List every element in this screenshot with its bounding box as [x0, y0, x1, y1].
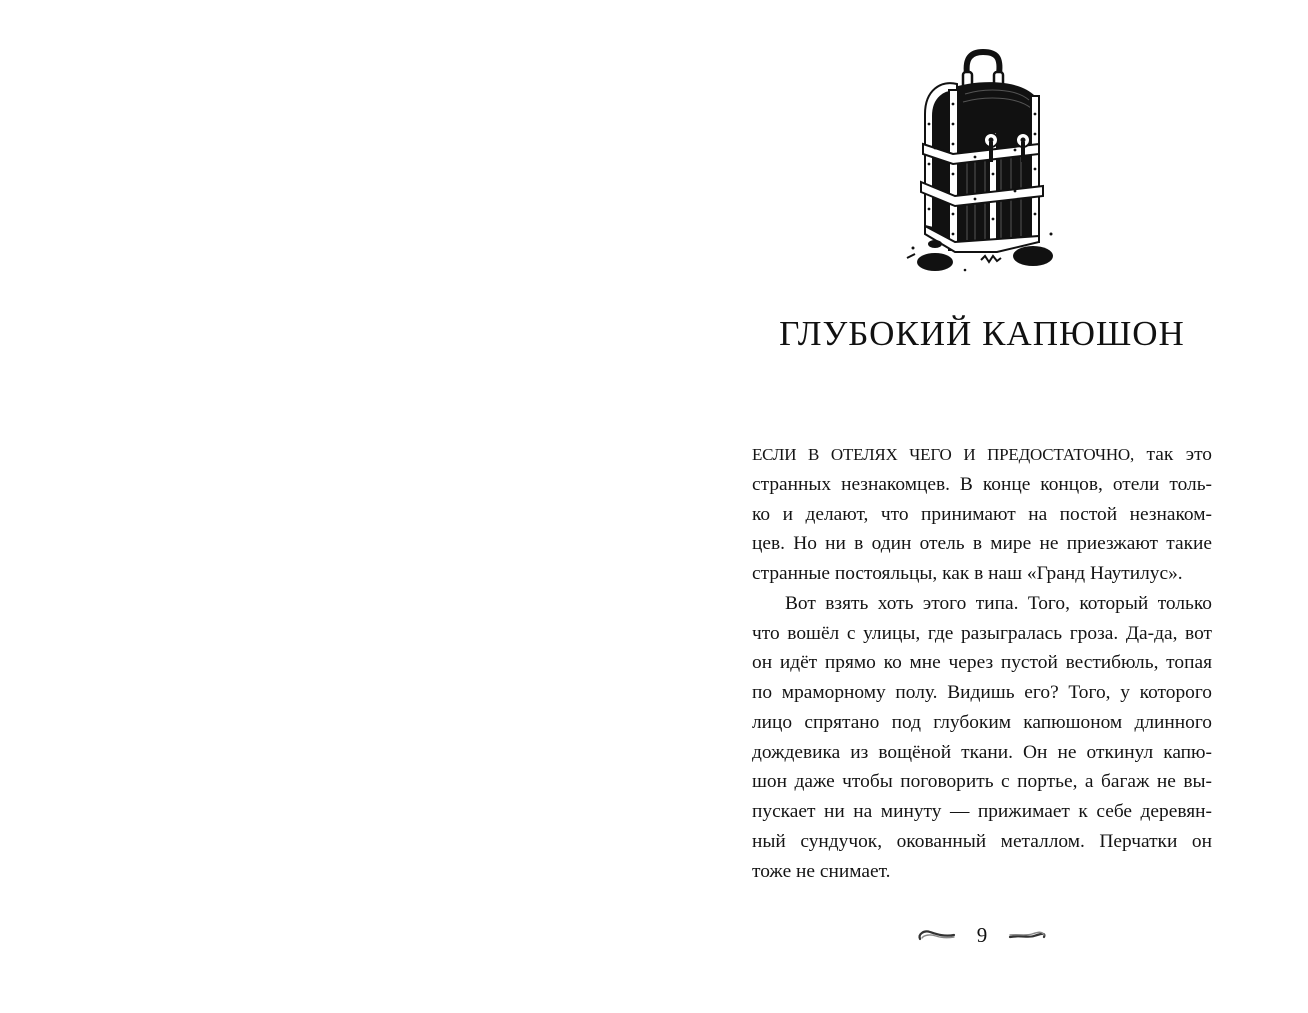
page-number: 9 [976, 922, 988, 947]
text-line: ный сундучок, окованный металлом. Перчатки он [752, 830, 1212, 852]
swash-right-icon [1006, 926, 1050, 944]
treasure-chest-icon [905, 44, 1055, 276]
text-line: странных незнакомцев. В конце концов, отели толь- [752, 473, 1212, 495]
text-line: цев. Но ни в один отель в мире не приезжают такие [752, 533, 1212, 555]
text-line: он идёт прямо ко мне через пустой вестибюль, топая [752, 652, 1212, 674]
text-line: странные постояльцы, как в наш «Гранд Наутилус». [752, 563, 1183, 584]
chapter-title: ГЛУБОКИЙ КАПЮШОН [779, 314, 1185, 353]
text-line: что вошёл с улицы, где разыгралась гроза. Да-да, вот [752, 622, 1212, 644]
page-folio [912, 920, 1052, 950]
text-line: шон даже чтобы поговорить с портье, а багаж не вы- [752, 771, 1212, 793]
text-line: дождевика из вощёной ткани. Он не откинул капю- [752, 741, 1212, 763]
text-line: лицо спрятано под глубоким капюшоном длинного [752, 711, 1212, 733]
swash-left-icon [914, 926, 958, 944]
lead-in-small-caps: ЕСЛИ В ОТЕЛЯХ ЧЕГО И ПРЕДОСТАТОЧНО, [752, 445, 1135, 464]
text-line: ЕСЛИ В ОТЕЛЯХ ЧЕГО И ПРЕДОСТАТОЧНО, так это [752, 444, 1212, 465]
text-line: ко и делают, что принимают на постой незнаком- [752, 503, 1212, 525]
text-line: по мраморному полу. Видишь его? Того, у которого [752, 682, 1212, 703]
text-line: Вот взять хоть этого типа. Того, который только [785, 592, 1212, 614]
body-text [752, 440, 1212, 886]
text-line: пускает ни на минуту — прижимает к себе деревян- [752, 801, 1212, 822]
text-line: тоже не снимает. [752, 860, 891, 882]
